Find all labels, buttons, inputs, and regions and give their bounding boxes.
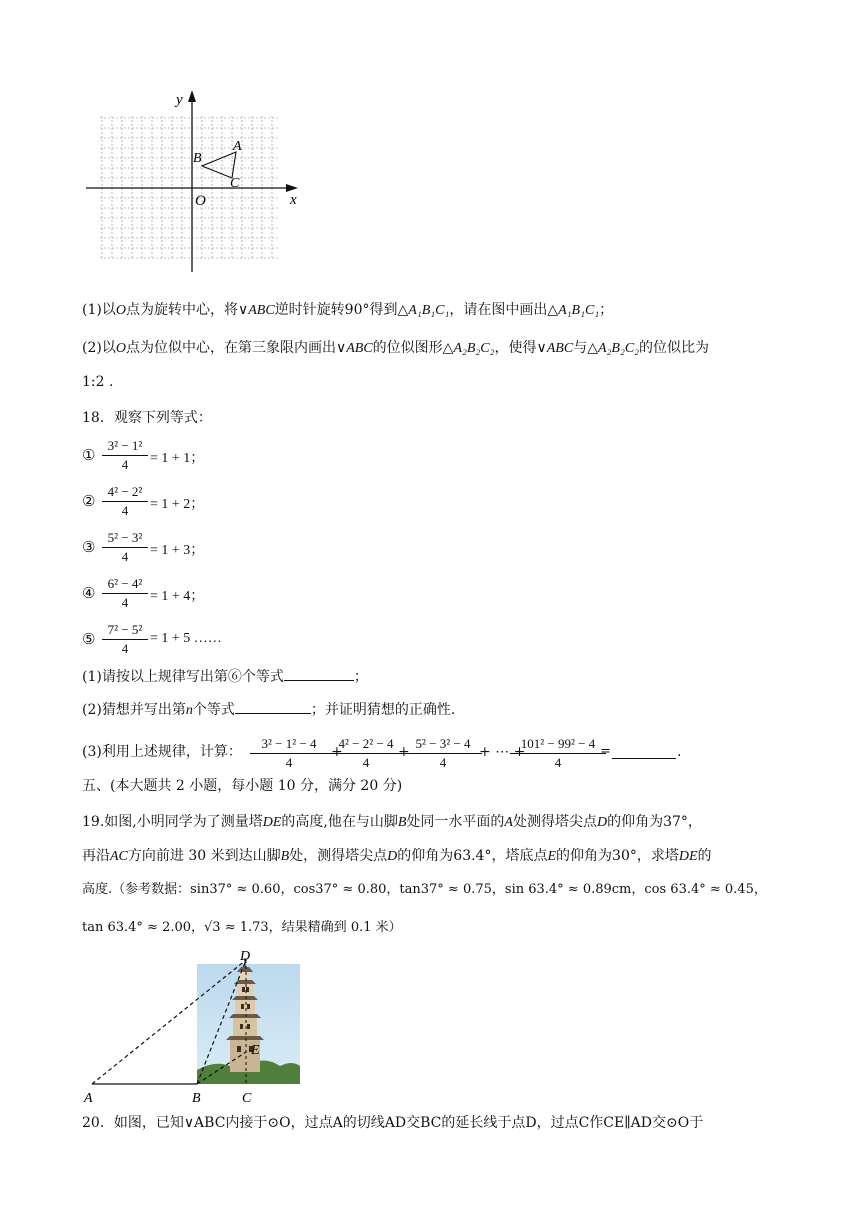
q20-line1: 20．如图，已知∨ABC内接于⊙O，过点A的切线AD交BC的延长线于点D，过点C作CE∥AD交⊙O于 [82, 1115, 704, 1131]
q17-part1: (1)以O点为旋转中心，将∨ABC逆时针旋转90°得到△A₁B₁C₁，请在图中画出△A₁B₁C₁； [82, 302, 614, 318]
q18-part3: (3)利用上述规律，计算： [82, 744, 242, 760]
q19-line1: 19.如图,小明同学为了测量塔DE的高度,他在与山脚B处同一水平面的A处测得塔尖点D的仰角为37°， [82, 814, 702, 830]
q17-part2-ratio: 1:2 . [82, 374, 114, 390]
point-d-label: D [240, 949, 251, 964]
q18-title: 18．观察下列等式： [82, 410, 212, 426]
point-e-label: E [251, 1043, 260, 1058]
calc-term-3: 5² − 3² − 4 4 [404, 736, 482, 771]
answer-blank [612, 744, 676, 759]
point-c-label: C [230, 176, 240, 191]
q19-line2: 再沿AC方向前进 30 米到达山脚B处，测得塔尖点D的仰角为63.4°，塔底点E的仰角为30°，求塔DE的 [82, 848, 712, 864]
point-b-label: B [193, 151, 202, 166]
q18-part2: (2)猜想并写出第n个等式 ；并证明猜想的正确性. [82, 702, 456, 718]
q17-part2: (2)以O点为位似中心，在第三象限内画出∨ABC的位似图形△A₂B₂C₂，使得∨ABC与△A₂B₂C₂的位似比为 [82, 340, 710, 356]
axes [86, 90, 298, 272]
y-axis-label: y [176, 92, 183, 108]
point-b-label: B [192, 1091, 201, 1106]
calc-term-2: 4² − 2² − 4 4 [326, 736, 406, 771]
point-a-label: A [84, 1091, 93, 1106]
x-axis-label: x [290, 192, 297, 208]
point-a-label: A [233, 139, 242, 154]
triangle-abc [202, 152, 236, 178]
origin-label: O [195, 193, 206, 209]
calc-term-4: 101² − 99² − 4 4 [510, 736, 606, 771]
answer-blank [235, 713, 311, 714]
coordinate-figure [80, 86, 310, 276]
calc-term-1: 3² − 1² − 4 4 [250, 736, 328, 771]
q19-line3: 高度.（参考数据：sin37° ≈ 0.60，cos37° ≈ 0.80，tan37° ≈ 0.75，sin 63.4° ≈ 0.89cm，cos 63.4° ≈ 0.45， [82, 882, 767, 897]
section-heading: 五、(本大题共 2 小题，每小题 10 分，满分 20 分) [82, 778, 403, 794]
pagoda-figure [80, 946, 320, 1106]
point-c-label: C [242, 1091, 252, 1106]
answer-blank [284, 680, 354, 681]
q19-line4: tan 63.4° ≈ 2.00，√3 ≈ 1.73，结果精确到 0.1 米） [82, 920, 402, 935]
grid [100, 116, 280, 258]
q18-part1: (1)请按以上规律写出第⑥个等式 ； [82, 669, 368, 685]
